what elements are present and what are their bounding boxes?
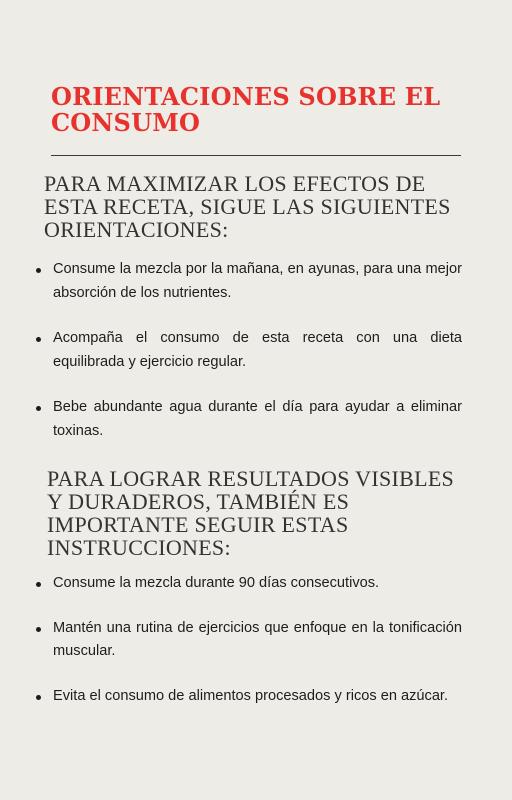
divider xyxy=(51,155,461,156)
section-1-list xyxy=(36,258,462,465)
list-item xyxy=(36,396,462,443)
list-item-text: Evita el consumo de alimentos procesados y ricos en azúcar. xyxy=(53,687,449,704)
bullet-icon xyxy=(36,695,41,700)
bullet-icon xyxy=(36,406,41,411)
section-2-list xyxy=(36,572,462,729)
bullet-icon xyxy=(36,268,41,273)
list-item-text: Consume la mezcla durante 90 días consecutivos. xyxy=(53,575,380,591)
list-item-text: Mantén una rutina de ejercicios que enfoque en la tonificación muscular. xyxy=(53,619,462,659)
list-item xyxy=(36,685,462,709)
bullet-icon xyxy=(36,582,41,587)
section-2-heading: PARA LOGRAR RESULTADOS VISIBLES Y DURADEROS, TAMBIÉN ES IMPORTANTE SEGUIR ESTAS INSTRUCCIONES: xyxy=(47,466,455,560)
list-item xyxy=(36,617,462,664)
list-item xyxy=(36,327,462,374)
list-item-text: Consume la mezcla por la mañana, en ayunas, para una mejor absorción de los nutrientes. xyxy=(53,261,462,301)
list-item-text: Bebe abundante agua durante el día para ayudar a eliminar toxinas. xyxy=(53,399,462,439)
list-item-text: Acompaña el consumo de esta receta con una dieta equilibrada y ejercicio regular. xyxy=(53,330,462,370)
page-title: ORIENTACIONES SOBRE EL CONSUMO xyxy=(51,82,441,137)
section-1-heading: PARA MAXIMIZAR LOS EFECTOS DE ESTA RECETA, SIGUE LAS SIGUIENTES ORIENTACIONES: xyxy=(44,171,451,242)
list-item xyxy=(36,572,462,596)
bullet-icon xyxy=(36,627,41,632)
list-item xyxy=(36,258,462,305)
bullet-icon xyxy=(36,337,41,342)
